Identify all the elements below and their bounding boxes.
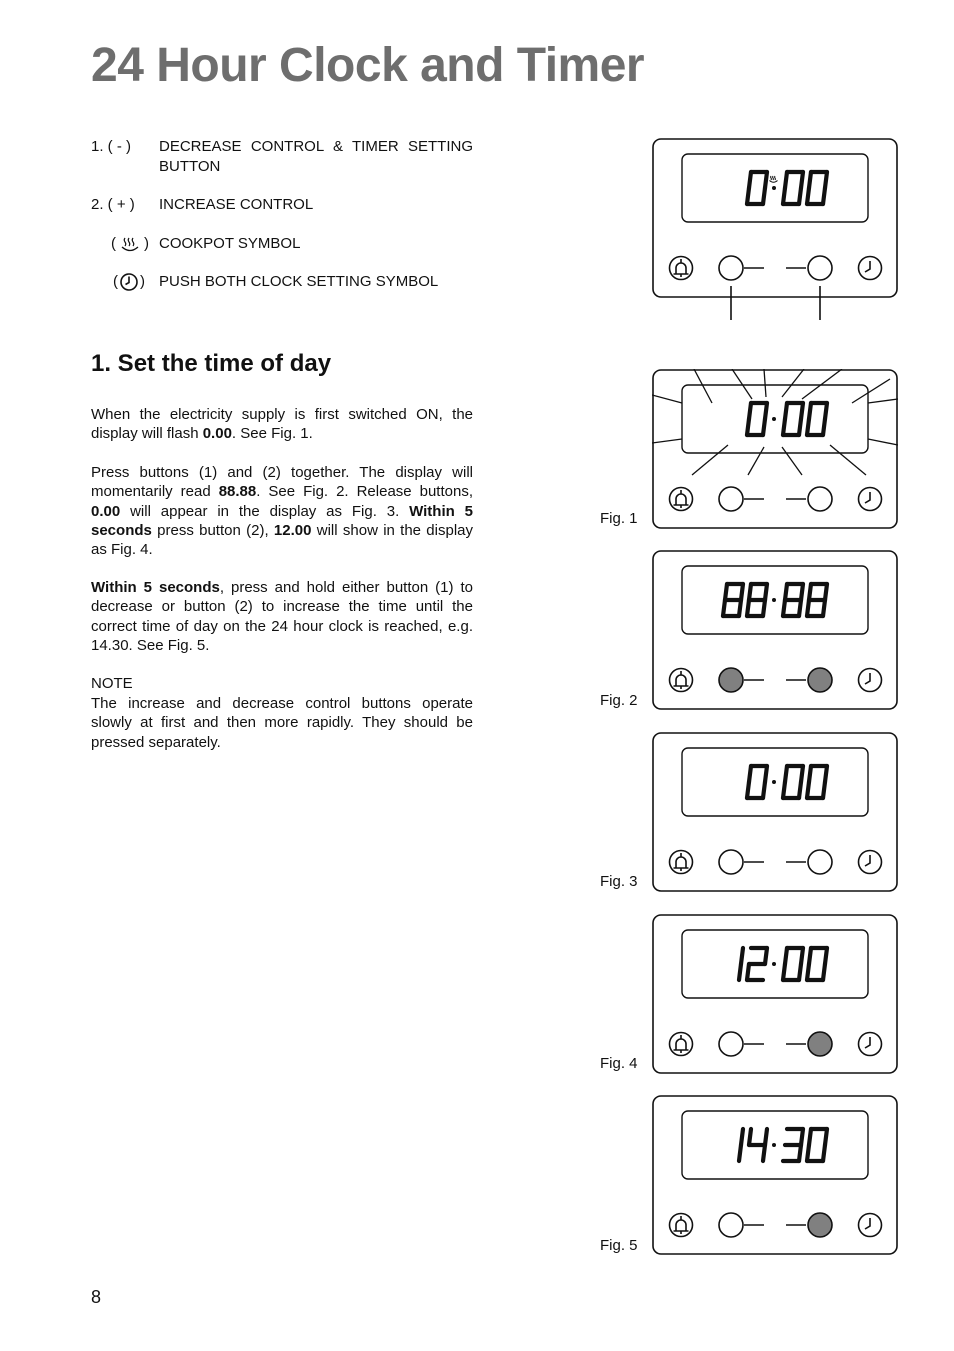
bell-icon <box>670 669 693 692</box>
legend-text: BUTTON <box>159 158 221 175</box>
digit-segment <box>809 172 811 188</box>
digit-segment <box>739 964 741 980</box>
digit-segment <box>783 964 785 980</box>
digit-segment <box>823 419 825 435</box>
legend-text: INCREASE CONTROL <box>159 196 314 213</box>
decrease-button <box>719 487 743 511</box>
digit-segment <box>801 584 803 600</box>
digit-segment <box>825 948 827 964</box>
digit-segment <box>783 188 785 204</box>
legend-number: 1. ( - ) <box>91 138 131 155</box>
digit-segment <box>823 600 825 616</box>
bell-icon <box>670 257 693 280</box>
decrease-button <box>719 1032 743 1056</box>
note-heading: NOTE <box>91 675 133 692</box>
section-title: 1. Set the time of day <box>91 350 332 377</box>
digit-segment <box>807 782 809 798</box>
bell-icon <box>670 1033 693 1056</box>
digit-segment <box>785 584 787 600</box>
digit-segment <box>801 766 803 782</box>
bell-icon <box>670 488 693 511</box>
digit-segment <box>823 964 825 980</box>
digit-segment <box>765 1129 767 1145</box>
digit-segment <box>801 1129 803 1145</box>
digit-segment <box>765 766 767 782</box>
digit-segment <box>807 600 809 616</box>
display-colon <box>772 962 776 966</box>
legend-text: COOKPOT SYMBOL <box>159 235 301 252</box>
digit-segment <box>765 584 767 600</box>
display-colon <box>772 598 776 602</box>
digit-segment <box>825 1129 827 1145</box>
control-panel-fig-3 <box>652 732 898 892</box>
digit-segment <box>741 948 743 964</box>
decrease-button <box>719 668 743 692</box>
display-colon <box>772 186 776 190</box>
figure-label: Fig. 2 <box>600 692 638 709</box>
digit-segment <box>723 600 725 616</box>
digit-segment <box>807 964 809 980</box>
digit-segment <box>765 403 767 419</box>
digit-segment <box>783 600 785 616</box>
digit-segment <box>739 1145 741 1161</box>
paragraph-adjust-time: Within 5 seconds, press and hold either button (1) to decrease or button (2) to increase the time until the correct time of day on the 24 hour clock is reached, e.g. 14.30. See Fig. 5. <box>91 579 473 654</box>
clock-icon <box>859 851 882 874</box>
legend-text: PUSH BOTH CLOCK SETTING SYMBOL <box>159 273 439 290</box>
digit-segment <box>741 1129 743 1145</box>
control-panel-diagram <box>652 138 898 322</box>
digit-segment <box>763 188 765 204</box>
digit-segment <box>825 172 827 188</box>
digit-segment <box>807 419 809 435</box>
clock-icon <box>859 257 882 280</box>
digit-segment <box>799 1145 801 1161</box>
digit-segment <box>809 1129 811 1145</box>
decrease-button <box>719 256 743 280</box>
digit-segment <box>749 403 751 419</box>
control-panel-fig-5 <box>652 1095 898 1255</box>
digit-segment <box>763 1145 765 1161</box>
digit-segment <box>749 766 751 782</box>
digit-segment <box>825 584 827 600</box>
figure-label: Fig. 3 <box>600 873 638 890</box>
digit-segment <box>799 600 801 616</box>
digit-segment <box>747 600 749 616</box>
digit-segment <box>785 172 787 188</box>
digit-segment <box>747 782 749 798</box>
paragraph-power-on: When the electricity supply is first switched ON, the display will flash 0.00. See Fig. 1. <box>91 406 473 443</box>
note-text: The increase and decrease control buttons operate slowly at first and then more rapidly. They should be pressed separately. <box>91 695 473 751</box>
clock-icon <box>859 669 882 692</box>
digit-segment <box>823 1145 825 1161</box>
figure-label: Fig. 1 <box>600 510 638 527</box>
digit-segment <box>825 766 827 782</box>
control-panel-fig-4 <box>652 914 898 1074</box>
digit-segment <box>749 1129 751 1145</box>
digit-segment <box>747 419 749 435</box>
clock-icon <box>859 488 882 511</box>
digit-segment <box>785 766 787 782</box>
digit-segment <box>823 782 825 798</box>
digit-segment <box>763 782 765 798</box>
digit-segment <box>809 403 811 419</box>
display-colon <box>772 1143 776 1147</box>
digit-segment <box>809 766 811 782</box>
increase-button <box>808 1213 832 1237</box>
digit-segment <box>749 172 751 188</box>
cookpot-icon <box>117 234 143 254</box>
digit-segment <box>783 782 785 798</box>
digit-segment <box>823 188 825 204</box>
digit-segment <box>765 948 767 964</box>
clock-icon <box>859 1214 882 1237</box>
digit-segment <box>799 188 801 204</box>
figure-label: Fig. 5 <box>600 1237 638 1254</box>
control-panel-fig-1 <box>652 369 898 529</box>
digit-segment <box>809 948 811 964</box>
display-colon <box>772 780 776 784</box>
legend-text: DECREASE CONTROL & TIMER SETTING <box>159 138 473 155</box>
page-title: 24 Hour Clock and Timer <box>91 39 645 92</box>
digit-segment <box>763 600 765 616</box>
bell-icon <box>670 851 693 874</box>
digit-segment <box>765 172 767 188</box>
digit-segment <box>739 600 741 616</box>
increase-button <box>808 850 832 874</box>
decrease-button <box>719 850 743 874</box>
digit-segment <box>801 403 803 419</box>
bell-icon <box>670 1214 693 1237</box>
increase-button <box>808 487 832 511</box>
figure-label: Fig. 4 <box>600 1055 638 1072</box>
digit-segment <box>741 584 743 600</box>
decrease-button <box>719 1213 743 1237</box>
digit-segment <box>783 419 785 435</box>
clock-icon <box>119 272 139 292</box>
digit-segment <box>799 964 801 980</box>
paragraph-set-display: Press buttons (1) and (2) together. The display will momentarily read 88.88. See Fig. 2. Release buttons, 0.00 will appear in the display as Fig. 3. Within 5 seconds press button (2), 12.00 will show in the display as Fig. 4. <box>91 464 473 559</box>
digit-segment <box>747 964 749 980</box>
digit-segment <box>785 403 787 419</box>
legend-symbol: ( ) <box>113 273 145 290</box>
digit-segment <box>801 948 803 964</box>
digit-segment <box>725 584 727 600</box>
digit-segment <box>807 188 809 204</box>
digit-segment <box>763 419 765 435</box>
digit-segment <box>785 948 787 964</box>
digit-segment <box>807 1145 809 1161</box>
digit-segment <box>749 584 751 600</box>
legend-symbol: ( ) <box>111 235 149 252</box>
increase-button <box>808 1032 832 1056</box>
digit-segment <box>809 584 811 600</box>
legend-number: 2. ( + ) <box>91 196 135 213</box>
digit-segment <box>799 782 801 798</box>
digit-segment <box>747 188 749 204</box>
increase-button <box>808 668 832 692</box>
clock-icon <box>859 1033 882 1056</box>
display-colon <box>772 417 776 421</box>
control-panel-fig-2 <box>652 550 898 710</box>
increase-button <box>808 256 832 280</box>
digit-segment <box>799 419 801 435</box>
page-number: 8 <box>91 1287 102 1307</box>
digit-segment <box>801 172 803 188</box>
digit-segment <box>825 403 827 419</box>
